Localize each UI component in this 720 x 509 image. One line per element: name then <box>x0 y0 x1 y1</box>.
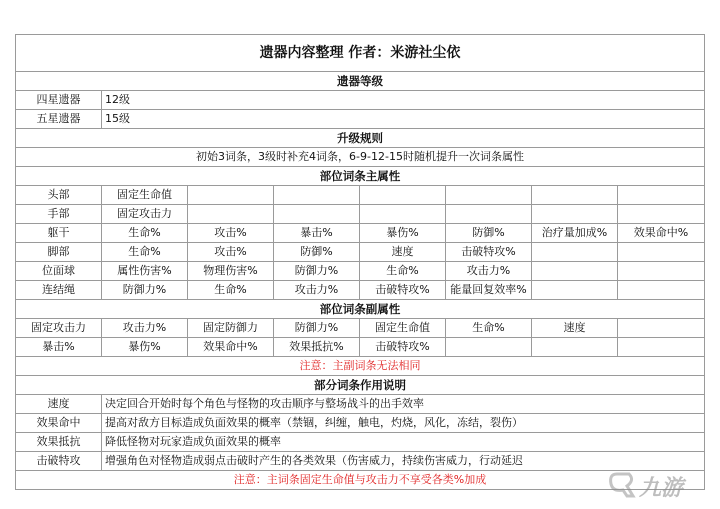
main_rows-cell <box>532 205 618 224</box>
table-body <box>16 35 705 490</box>
main_rows-cell: 生命% <box>188 281 274 300</box>
level-label: 四星遗器 <box>16 91 102 110</box>
main_rows-cell: 防御% <box>274 243 360 262</box>
main_rows-cell <box>360 205 446 224</box>
note-main-sub: 注意：主副词条无法相同 <box>16 357 705 376</box>
main_rows-cell: 固定生命值 <box>102 186 188 205</box>
main_rows-cell: 攻击% <box>188 243 274 262</box>
sub_rows-label-cell: 暴击% <box>16 338 102 357</box>
explain-text: 降低怪物对玩家造成负面效果的概率 <box>102 433 705 452</box>
note-fixed-stats: 注意：主词条固定生命值与攻击力不享受各类%加成 <box>16 471 705 490</box>
section-explain-header: 部分词条作用说明 <box>16 376 705 395</box>
sub_rows-cell: 固定生命值 <box>360 319 446 338</box>
main_rows-cell: 速度 <box>360 243 446 262</box>
section-upgrade-header: 升级规则 <box>16 129 705 148</box>
main_rows-cell <box>188 186 274 205</box>
sheet-title: 遗器内容整理 作者：米游社尘依 <box>16 35 705 72</box>
level-value: 12级 <box>102 91 705 110</box>
main_rows-cell: 能量回复效率% <box>446 281 532 300</box>
main_rows-cell: 生命% <box>102 224 188 243</box>
main_rows-label-cell: 躯干 <box>16 224 102 243</box>
main_rows-cell: 固定攻击力 <box>102 205 188 224</box>
main_rows-cell: 攻击力% <box>274 281 360 300</box>
sub_rows-row <box>16 338 705 357</box>
upgrade-rule: 初始3词条，3级时补充4词条，6-9-12-15时随机提升一次词条属性 <box>16 148 705 167</box>
main_rows-cell <box>532 186 618 205</box>
sub_rows-cell: 暴伤% <box>102 338 188 357</box>
main_rows-cell <box>360 186 446 205</box>
explain-label: 击破特攻 <box>16 452 102 471</box>
sub_rows-cell: 效果抵抗% <box>274 338 360 357</box>
sub_rows-cell: 防御力% <box>274 319 360 338</box>
main_rows-cell <box>532 281 618 300</box>
main_rows-cell: 物理伤害% <box>188 262 274 281</box>
main_rows-cell: 暴伤% <box>360 224 446 243</box>
main_rows-row <box>16 186 705 205</box>
main_rows-cell: 防御% <box>446 224 532 243</box>
main_rows-label-cell: 脚部 <box>16 243 102 262</box>
main_rows-row <box>16 281 705 300</box>
main_rows-cell: 治疗量加成% <box>532 224 618 243</box>
main_rows-cell: 攻击力% <box>446 262 532 281</box>
main_rows-cell: 属性伤害% <box>102 262 188 281</box>
main_rows-label-cell: 位面球 <box>16 262 102 281</box>
main_rows-cell: 击破特攻% <box>360 281 446 300</box>
watermark-text: 九游 <box>639 476 684 501</box>
main_rows-cell <box>274 186 360 205</box>
relic-sheet <box>15 34 704 490</box>
sub_rows-label-cell: 固定攻击力 <box>16 319 102 338</box>
main_rows-cell <box>446 186 532 205</box>
main_rows-cell <box>618 205 705 224</box>
main_rows-cell: 防御力% <box>102 281 188 300</box>
main_rows-label-cell: 连结绳 <box>16 281 102 300</box>
explain-label: 效果命中 <box>16 414 102 433</box>
main_rows-label-cell: 手部 <box>16 205 102 224</box>
explain-text: 增强角色对怪物造成弱点击破时产生的各类效果（伤害威力，持续伤害威力，行动延迟 <box>102 452 705 471</box>
main_rows-cell <box>618 262 705 281</box>
level-value: 15级 <box>102 110 705 129</box>
explain-text: 提高对敌方目标造成负面效果的概率（禁锢，纠缠，触电，灼烧，风化，冻结，裂伤） <box>102 414 705 433</box>
main_rows-cell <box>532 262 618 281</box>
sub_rows-cell: 固定防御力 <box>188 319 274 338</box>
main_rows-cell <box>618 243 705 262</box>
main_rows-cell: 防御力% <box>274 262 360 281</box>
sub_rows-cell <box>446 338 532 357</box>
main_rows-cell: 效果命中% <box>618 224 705 243</box>
main_rows-label-cell: 头部 <box>16 186 102 205</box>
main_rows-cell <box>618 186 705 205</box>
explain-text: 决定回合开始时每个角色与怪物的攻击顺序与整场战斗的出手效率 <box>102 395 705 414</box>
section-sub-stats-header: 部位词条副属性 <box>16 300 705 319</box>
explain-label: 效果抵抗 <box>16 433 102 452</box>
main_rows-row <box>16 224 705 243</box>
sub_rows-cell: 效果命中% <box>188 338 274 357</box>
sub_rows-cell: 攻击力% <box>102 319 188 338</box>
sub_rows-cell <box>532 338 618 357</box>
relic-table <box>15 34 705 490</box>
main_rows-cell: 生命% <box>360 262 446 281</box>
main_rows-cell <box>446 205 532 224</box>
sub_rows-cell: 生命% <box>446 319 532 338</box>
main_rows-row <box>16 243 705 262</box>
sub_rows-cell: 速度 <box>532 319 618 338</box>
main_rows-cell <box>188 205 274 224</box>
sub_rows-cell <box>618 338 705 357</box>
main_rows-cell: 暴击% <box>274 224 360 243</box>
main_rows-cell: 攻击% <box>188 224 274 243</box>
sub_rows-cell: 击破特攻% <box>360 338 446 357</box>
main_rows-cell <box>618 281 705 300</box>
main_rows-cell: 生命% <box>102 243 188 262</box>
main_rows-row <box>16 205 705 224</box>
explain-label: 速度 <box>16 395 102 414</box>
sub_rows-cell <box>618 319 705 338</box>
main_rows-cell: 击破特攻% <box>446 243 532 262</box>
main_rows-cell <box>274 205 360 224</box>
main_rows-row <box>16 262 705 281</box>
sub_rows-row <box>16 319 705 338</box>
level-label: 五星遗器 <box>16 110 102 129</box>
section-level-header: 遗器等级 <box>16 72 705 91</box>
section-main-stats-header: 部位词条主属性 <box>16 167 705 186</box>
main_rows-cell <box>532 243 618 262</box>
